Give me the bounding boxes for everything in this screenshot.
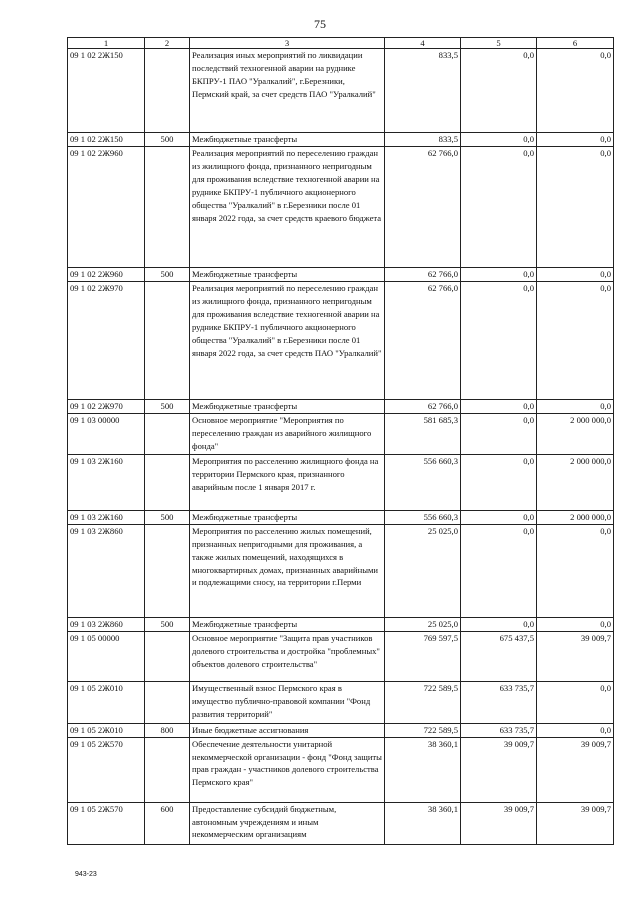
item-name: Основное мероприятие "Мероприятия по переселению граждан из аварийного жилищного фонда" (190, 413, 385, 454)
column-header: 5 (461, 38, 537, 49)
amount-col-4: 62 766,0 (385, 147, 461, 268)
amount-col-4: 722 589,5 (385, 723, 461, 737)
item-name: Имущественный взнос Пермского края в имущество публично-правовой компании "Фонд развития территорий" (190, 681, 385, 723)
table-row (68, 631, 614, 681)
table-row (68, 49, 614, 133)
expense-type-code: 500 (145, 617, 190, 631)
amount-col-6: 0,0 (537, 723, 614, 737)
expense-type-code: 500 (145, 133, 190, 147)
amount-col-5: 0,0 (461, 413, 537, 454)
target-article-code: 09 1 02 2Ж150 (68, 49, 145, 133)
item-name: Мероприятия по расселению жилых помещений, признанных непригодными для проживания, а также жилых помещений, находящихся в многоквартирных домах, признанных аварийными и подлежащими сносу, на территории г.Перми (190, 524, 385, 617)
column-header: 4 (385, 38, 461, 49)
amount-col-6: 0,0 (537, 524, 614, 617)
table-row (68, 282, 614, 400)
document-code: 943-23 (75, 871, 97, 878)
amount-col-5: 0,0 (461, 510, 537, 524)
target-article-code: 09 1 05 2Ж570 (68, 737, 145, 802)
expense-type-code (145, 147, 190, 268)
item-name: Межбюджетные трансферты (190, 400, 385, 414)
expense-type-code (145, 631, 190, 681)
amount-col-4: 833,5 (385, 49, 461, 133)
item-name: Межбюджетные трансферты (190, 617, 385, 631)
amount-col-4: 38 360,1 (385, 737, 461, 802)
amount-col-5: 0,0 (461, 524, 537, 617)
column-header: 1 (68, 38, 145, 49)
item-name: Предоставление субсидий бюджетным, автономным учреждениям и иным некоммерческим организациям (190, 802, 385, 844)
table-row (68, 510, 614, 524)
table-row (68, 400, 614, 414)
item-name: Мероприятия по расселению жилищного фонда на территории Пермского края, признанного аварийным после 1 января 2017 г. (190, 454, 385, 510)
target-article-code: 09 1 02 2Ж960 (68, 268, 145, 282)
amount-col-4: 769 597,5 (385, 631, 461, 681)
amount-col-6: 0,0 (537, 268, 614, 282)
item-name: Межбюджетные трансферты (190, 133, 385, 147)
amount-col-4: 581 685,3 (385, 413, 461, 454)
target-article-code: 09 1 05 2Ж010 (68, 723, 145, 737)
expense-type-code (145, 282, 190, 400)
table-row (68, 454, 614, 510)
target-article-code: 09 1 03 2Ж860 (68, 524, 145, 617)
amount-col-4: 833,5 (385, 133, 461, 147)
amount-col-6: 2 000 000,0 (537, 454, 614, 510)
amount-col-4: 556 660,3 (385, 454, 461, 510)
item-name: Реализация мероприятий по переселению граждан из жилищного фонда, признанного непригодным для проживания вследствие техногенной аварии на руднике БКПРУ-1 публичного акционерного общества "Уралкалий" в г.Березники после 01 января 2022 года, за счет средств краевого бюджета (190, 147, 385, 268)
amount-col-5: 633 735,7 (461, 723, 537, 737)
amount-col-5: 675 437,5 (461, 631, 537, 681)
expense-type-code: 500 (145, 400, 190, 414)
item-name: Реализация мероприятий по переселению граждан из жилищного фонда, признанного непригодным для проживания вследствие техногенной аварии на руднике БКПРУ-1 публичного акционерного общества "Уралкалий" в г.Березники после 01 января 2022 года, за счет средств ПАО "Уралкалий" (190, 282, 385, 400)
budget-table (67, 37, 614, 845)
amount-col-5: 0,0 (461, 400, 537, 414)
expense-type-code (145, 413, 190, 454)
table-row (68, 681, 614, 723)
expense-type-code (145, 737, 190, 802)
item-name: Основное мероприятие "Защита прав участников долевого строительства и достройка "проблемных" объектов долевого строительства" (190, 631, 385, 681)
table-row (68, 617, 614, 631)
item-name: Межбюджетные трансферты (190, 510, 385, 524)
amount-col-6: 0,0 (537, 147, 614, 268)
amount-col-5: 0,0 (461, 282, 537, 400)
expense-type-code (145, 524, 190, 617)
amount-col-6: 39 009,7 (537, 802, 614, 844)
amount-col-4: 25 025,0 (385, 617, 461, 631)
item-name: Обеспечение деятельности унитарной некоммерческой организации - фонд "Фонд защиты прав граждан - участников долевого строительства Пермского края" (190, 737, 385, 802)
amount-col-5: 0,0 (461, 147, 537, 268)
amount-col-6: 0,0 (537, 282, 614, 400)
target-article-code: 09 1 02 2Ж150 (68, 133, 145, 147)
item-name: Межбюджетные трансферты (190, 268, 385, 282)
amount-col-4: 556 660,3 (385, 510, 461, 524)
amount-col-6: 2 000 000,0 (537, 510, 614, 524)
expense-type-code (145, 454, 190, 510)
expense-type-code (145, 49, 190, 133)
table-row (68, 268, 614, 282)
amount-col-6: 0,0 (537, 133, 614, 147)
target-article-code: 09 1 05 00000 (68, 631, 145, 681)
expense-type-code: 600 (145, 802, 190, 844)
table-row (68, 413, 614, 454)
amount-col-5: 0,0 (461, 268, 537, 282)
amount-col-6: 0,0 (537, 681, 614, 723)
target-article-code: 09 1 05 2Ж010 (68, 681, 145, 723)
table-row (68, 802, 614, 844)
amount-col-4: 722 589,5 (385, 681, 461, 723)
amount-col-5: 0,0 (461, 617, 537, 631)
table-row (68, 147, 614, 268)
target-article-code: 09 1 03 2Ж860 (68, 617, 145, 631)
amount-col-4: 38 360,1 (385, 802, 461, 844)
amount-col-6: 0,0 (537, 617, 614, 631)
amount-col-6: 39 009,7 (537, 631, 614, 681)
amount-col-6: 2 000 000,0 (537, 413, 614, 454)
amount-col-5: 39 009,7 (461, 737, 537, 802)
target-article-code: 09 1 03 00000 (68, 413, 145, 454)
target-article-code: 09 1 05 2Ж570 (68, 802, 145, 844)
amount-col-4: 62 766,0 (385, 400, 461, 414)
amount-col-5: 39 009,7 (461, 802, 537, 844)
expense-type-code: 800 (145, 723, 190, 737)
expense-type-code (145, 681, 190, 723)
table-row (68, 723, 614, 737)
amount-col-4: 62 766,0 (385, 268, 461, 282)
column-header: 3 (190, 38, 385, 49)
amount-col-6: 0,0 (537, 400, 614, 414)
item-name: Реализация иных мероприятий по ликвидации последствий техногенной аварии на руднике БКПРУ-1 ПАО "Уралкалий", г.Березники, Пермский край, за счет средств ПАО "Уралкалий" (190, 49, 385, 133)
amount-col-6: 0,0 (537, 49, 614, 133)
target-article-code: 09 1 02 2Ж970 (68, 282, 145, 400)
amount-col-6: 39 009,7 (537, 737, 614, 802)
item-name: Иные бюджетные ассигнования (190, 723, 385, 737)
target-article-code: 09 1 03 2Ж160 (68, 454, 145, 510)
column-header: 6 (537, 38, 614, 49)
amount-col-4: 62 766,0 (385, 282, 461, 400)
page-number: 75 (314, 17, 326, 31)
amount-col-5: 0,0 (461, 49, 537, 133)
target-article-code: 09 1 02 2Ж970 (68, 400, 145, 414)
target-article-code: 09 1 02 2Ж960 (68, 147, 145, 268)
amount-col-5: 0,0 (461, 133, 537, 147)
column-number-row (68, 38, 614, 49)
target-article-code: 09 1 03 2Ж160 (68, 510, 145, 524)
expense-type-code: 500 (145, 510, 190, 524)
table-row (68, 524, 614, 617)
table-row (68, 737, 614, 802)
column-header: 2 (145, 38, 190, 49)
amount-col-4: 25 025,0 (385, 524, 461, 617)
expense-type-code: 500 (145, 268, 190, 282)
table-row (68, 133, 614, 147)
amount-col-5: 633 735,7 (461, 681, 537, 723)
amount-col-5: 0,0 (461, 454, 537, 510)
